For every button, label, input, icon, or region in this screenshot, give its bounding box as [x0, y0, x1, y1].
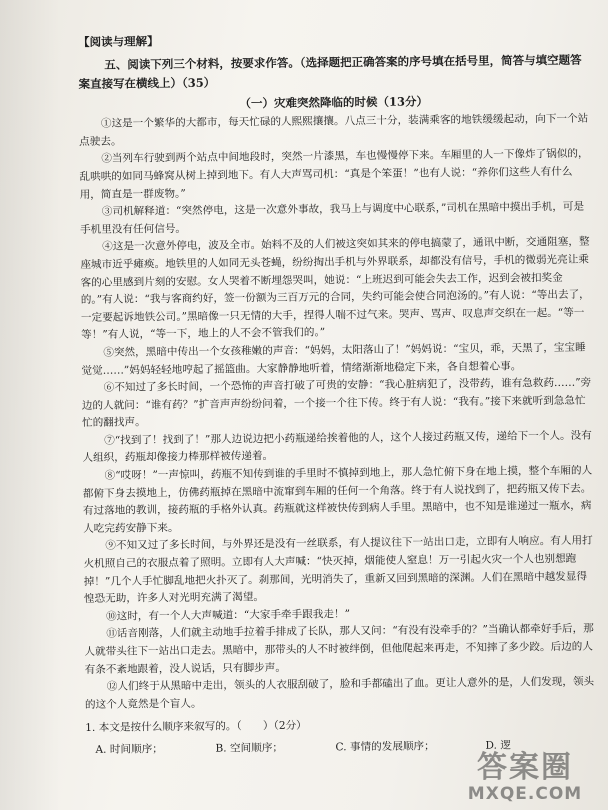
document-body	[78, 29, 596, 760]
option-b: B. 空间顺序；	[215, 741, 284, 755]
option-c: C. 事情的发展顺序；	[335, 740, 435, 754]
paragraph-11: ⑪话音刚落，人们就主动地手拉着手排成了长队，那人又问：“有没有没牵手的？”当确认都牵好手后，那人就带头往下一站出口走去。黑暗中，那带头的人不时被绊倒，但他爬起来再走，不知摔了多少跤。后边的人有条不紊地跟着，没人说话，只有脚步声。	[84, 623, 594, 676]
paragraph-1: ①这是一个繁华的大都市，每天忙碌的人熙熙攘攘。八点三十分，装满乘客的地铁缓缓起动，向下一个站点驶去。	[79, 112, 589, 148]
paragraph-6: ⑥不知过了多长时间，一个恐怖的声音打破了可贵的安静：“我心脏病犯了，没带药，谁有急救药……”旁边的人就问：“谁有药？”扩音声声纷纷问着，一个接一个往下传。终于有人说：“我有。”接下来就听到急急忙忙的翻找声。	[81, 376, 592, 430]
paragraph-10: ⑩这时，有一个人大声喊道：“大家手牵手跟我走！”	[106, 607, 351, 623]
question-1: 1. 本文是按什么顺序来叙写的。（ ）（2分）	[85, 720, 307, 735]
watermark-site-text: MXQE.COM	[467, 784, 583, 804]
page-shadow	[0, 0, 60, 810]
paragraph-7: ⑦“找到了！找到了！”那人边说边把小药瓶递给挨着他的人，这个人接过药瓶又传，递给下一个人。没有人组织，药瓶却像接力棒那样被传递着。	[82, 429, 592, 465]
watermark-logo-text: 答案圈	[477, 750, 573, 785]
article-title: （一）灾难突然降临的时候（13分）	[239, 93, 429, 110]
watermark-logo	[450, 751, 600, 806]
paragraph-4: ④这是一次意外停电，波及全市。始料不及的人们被这突如其来的停电搞蒙了，通讯中断，交通阻塞，整座城市近乎瘫痪。地铁里的人如同无头苍蝇，纷纷掏出手机与外界联系，却都没有信号，手机的微弱光亮让乘客的心里感到片刻的安慰。女人哭着不断埋怨哭叫，她说：“上班迟到可能会失去工作，迟到会被扣奖金的。”有人说：“我与客商约好，签一份额为三百万元的合同，失约可能会使合同泡汤的。”有人说：“等出去了，一定要起诉地铁公司。”黑暗像一只无情的大手，捏得人喘不过气来。哭声、骂声、叹息声交织在一起。“等一等！”有人说，“等一下，地上的人不会不管我们的。”	[80, 235, 590, 342]
paragraph-5: ⑤突然，黑暗中传出一个女孩稚嫩的声音：“妈妈，太阳落山了！”妈妈说：“宝贝，乖，天黑了，宝宝睡觉觉……”妈妈轻轻地哼起了摇篮曲。大家静静地听着，情绪渐渐地稳定下来，各自想着心事。	[81, 341, 586, 377]
paragraph-8: ⑧“哎呀！”一声惊叫，药瓶不知传到谁的手里时不慎掉到地上，那人急忙俯下身在地上摸，整个车厢的人都俯下身去摸地上，仿佛药瓶掉在黑暗中流窜到车厢的任何一个角落。终于有人说找到了，把药瓶又传下去。有过落地的教训，接药瓶的手格外认真。药瓶就这样被快传到病人手里。黑暗中，也不知是谁递过一瓶水，病人吃完药安静下来。	[82, 464, 593, 535]
section-heading: 【阅读与理解】	[78, 34, 159, 49]
paragraph-9: ⑨不知又过了多长时间，与外界还是没有一丝联系，有人提议往下一站出口走，立即有人响应。有人用打火机照自己的衣服点着了照明。立即有人大声喊：“快灭掉，烟能使人窒息！万一引起火灾一个人也别想跑掉！”几个人手忙脚乱地把火扑灭了。刹那间，光明消失了，重新又回到黑暗的深渊。人们在黑暗中越发显得惶恐无助，许多人对光明充满了渴望。	[83, 535, 593, 606]
question-instruction: 五、阅读下列三个材料，按要求作答。（选择题把正确答案的序号填在括号里，简答与填空题答案直接写在横线上）（35）	[78, 52, 582, 91]
paragraph-2: ②当列车行驶到两个站点中间地段时，突然一片漆黑，车也慢慢停下来。车厢里的人一下像炸了锅似的，乱哄哄的如同马蜂窝从树上掉到地下。有人大声骂司机：“真是个笨蛋！”也有人说：“养你们这些人有什么用，简直是一群废物。”	[79, 148, 589, 201]
option-a: A. 时间顺序；	[95, 743, 163, 756]
paragraph-3: ③司机解释道：“突然停电，这是一次意外事故，我马上与调度中心联系，”司机在黑暗中摸出手机，可是手机里没有任何信号。	[79, 200, 585, 236]
paragraph-12: ⑫人们终于从黑暗中走出，领头的人衣服刮破了，脸和手都磕出了血。更让人意外的是，人们发现，领头的这个人竟然是个盲人。	[84, 675, 595, 711]
option-d: D. 逻	[485, 739, 511, 752]
